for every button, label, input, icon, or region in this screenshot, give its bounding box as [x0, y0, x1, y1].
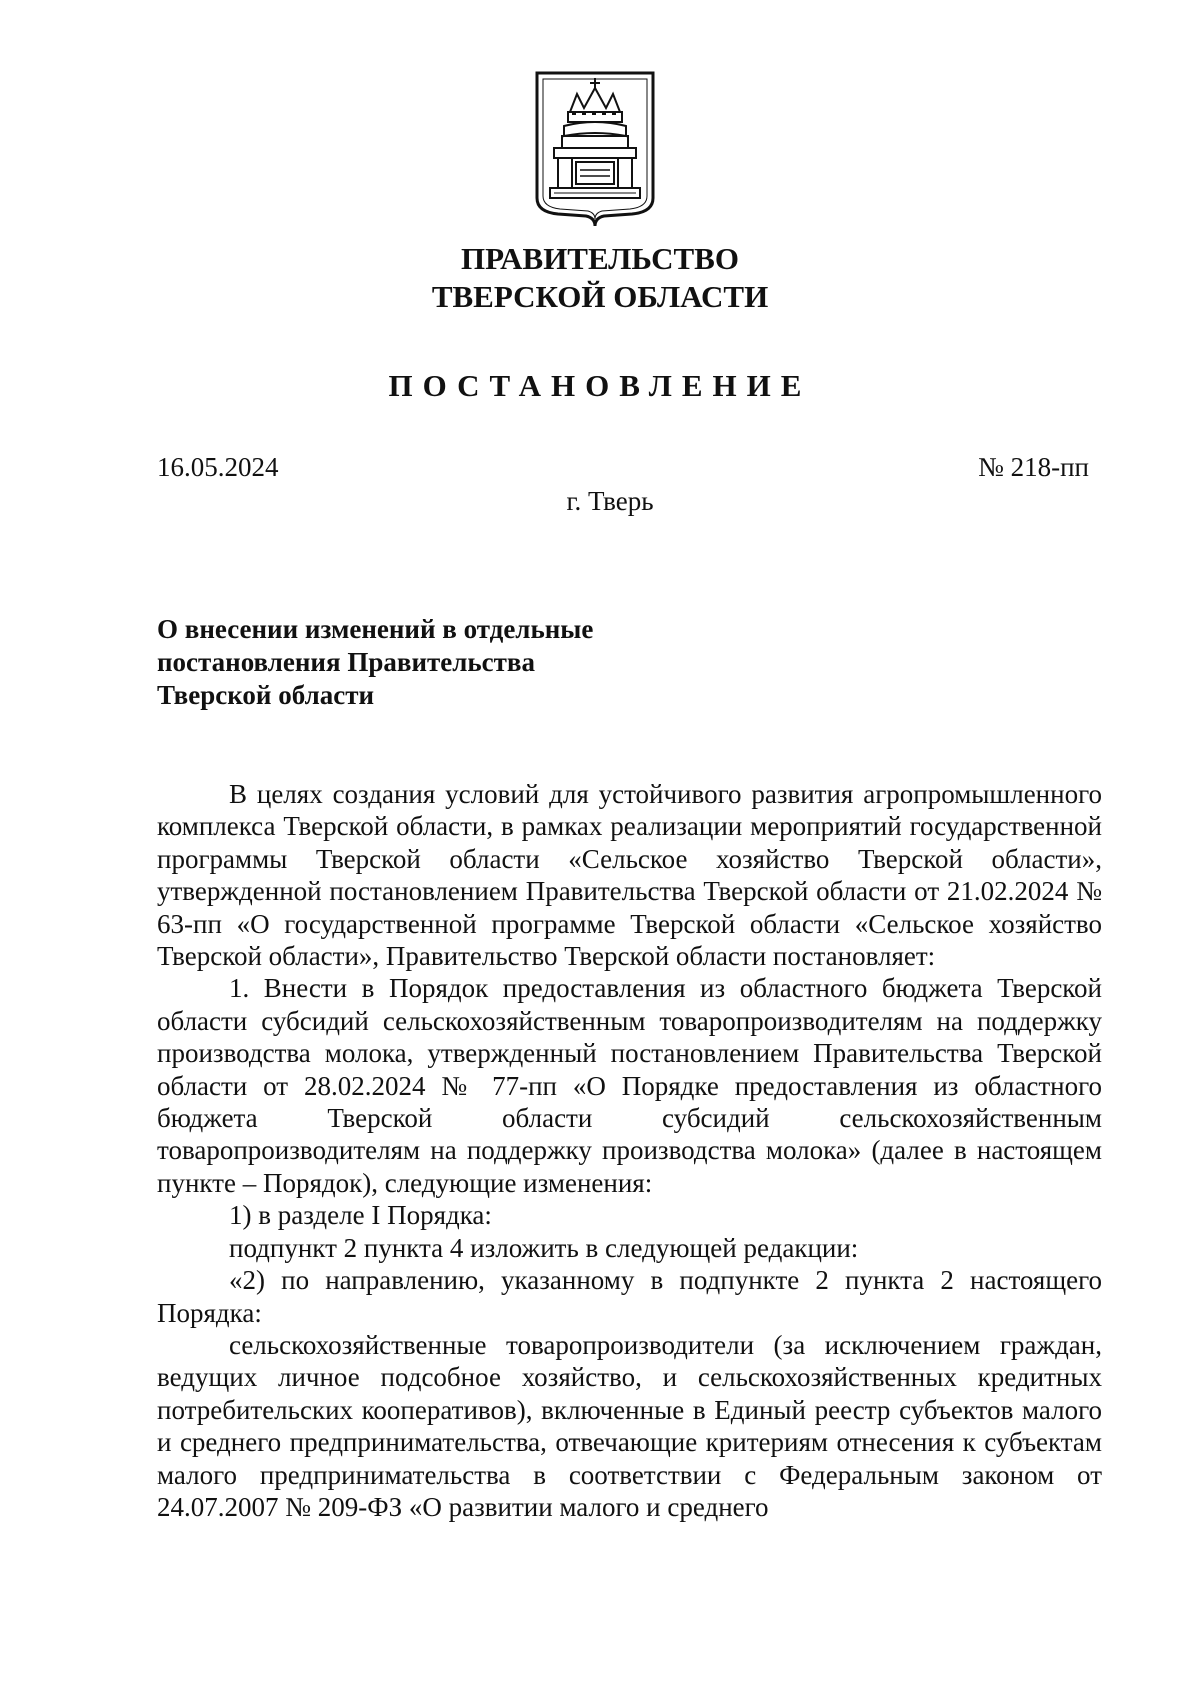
subject-line: О внесении изменений в отдельные — [157, 614, 594, 644]
tver-coat-of-arms-icon — [532, 70, 658, 228]
document-subject — [157, 613, 757, 712]
document-type: ПОСТАНОВЛЕНИЕ — [388, 368, 812, 403]
body-paragraph: 1) в разделе I Порядка: — [229, 1200, 492, 1231]
subject-line: постановления Правительства — [157, 647, 535, 677]
government-name-line2: ТВЕРСКОЙ ОБЛАСТИ — [431, 279, 769, 314]
subject-line: Тверской области — [157, 680, 375, 710]
body-paragraph: подпункт 2 пункта 4 изложить в следующей редакции: — [229, 1232, 859, 1263]
document-number: № 218-пп — [978, 452, 1089, 482]
document-body — [157, 778, 1102, 1523]
body-paragraph: сельскохозяйственные товаропроизводители (за исключением граждан, ведущих личное подсобное хозяйство, и сельскохозяйственных кредитных потребительских кооперативов), включенные в Единый реестр субъектов малого и среднего предпринимательства, отвечающие критериям отнесения к субъектам малого предпринимательства в соответствии с Федеральным законом от 24.07.2007 № 209-ФЗ «О развитии малого и среднего — [157, 1329, 1102, 1522]
document-date: 16.05.2024 — [157, 452, 279, 482]
body-paragraph: В целях создания условий для устойчивого развития агропромышленного комплекса Тверской области, в рамках реализации мероприятий государственной программы Тверской области «Сельское хозяйство Тверской области», утвержденной постановлением Правительства Тверской области от 21.02.2024 № 63-пп «О государственной программе Тверской области «Сельское хозяйство Тверской области», Правительство Тверской области постановляет: — [157, 779, 1102, 972]
body-paragraph: 1. Внести в Порядок предоставления из областного бюджета Тверской области субсидий сельскохозяйственным товаропроизводителям на поддержку производства молока, утвержденный постановлением Правительства Тверской области от 28.02.2024 № 77-пп «О Порядке предоставления из областного бюджета Тверской области субсидий сельскохозяйственным товаропроизводителям на поддержку производства молока» (далее в настоящем пункте – Порядок), следующие изменения: — [157, 973, 1102, 1198]
government-name-line1: ПРАВИТЕЛЬСТВО — [461, 241, 739, 276]
body-paragraph: «2) по направлению, указанному в подпункте 2 пункта 2 настоящего Порядка: — [157, 1265, 1102, 1328]
document-city: г. Тверь — [566, 486, 654, 516]
